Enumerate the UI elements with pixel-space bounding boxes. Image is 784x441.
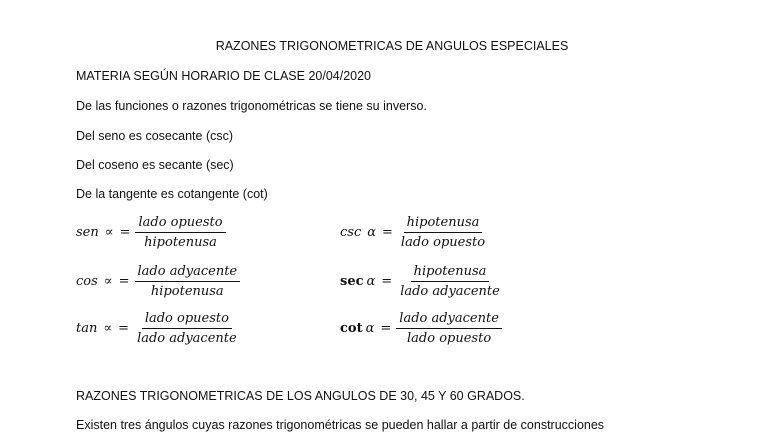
formula-csc-numerator: hipotenusa [404,214,483,233]
formula-cos [76,263,240,300]
line-tangente: De la tangente es cotangente (cot) [76,187,268,201]
formula-cos-eq: = [118,274,130,289]
formula-csc-eq: = [382,225,393,240]
formula-tan [76,310,240,347]
formula-cot-denominator: lado opuesto [407,331,492,346]
formula-tan-numerator: lado opuesto [142,310,232,329]
formula-sen-eq: = [119,225,131,240]
document-title: RAZONES TRIGONOMETRICAS DE ANGULOS ESPECIALES [215,39,569,53]
formula-cos-denominator: hipotenusa [150,284,224,299]
formula-csc-fraction [398,214,488,251]
intro-text: De las funciones o razones trigonométricas se tiene su inverso. [76,99,427,113]
formula-sen-fraction [135,214,225,251]
line-seno: Del seno es cosecante (csc) [76,129,234,143]
formula-csc-lhs [340,225,376,240]
formula-cot-fraction [396,310,502,347]
formula-sec-symbol: α [366,274,376,289]
formula-sec-fraction [397,263,503,300]
paragraph-text: Existen tres ángulos cuyas razones trigonométricas se pueden hallar a partir de construcciones [76,418,605,432]
document-subtitle: MATERIA SEGÚN HORARIO DE CLASE 20/04/2020 [76,69,372,83]
formula-cot [340,310,502,347]
line-coseno: Del coseno es secante (sec) [76,158,234,172]
formula-cos-symbol: ∝ [103,274,113,289]
formula-tan-symbol: ∝ [103,321,113,336]
formula-csc-denominator: lado opuesto [400,235,486,250]
formula-csc-fn: csc [340,225,362,240]
formula-tan-denominator: lado adyacente [137,331,237,346]
formula-sen-fn: sen [76,225,99,240]
formula-tan-lhs [76,321,112,336]
formula-tan-eq: = [118,321,130,336]
formula-cot-eq: = [380,321,392,336]
formula-cos-fraction [135,263,241,300]
formula-sec-fn: sec [340,274,364,289]
formula-cos-lhs [76,274,113,289]
formula-cot-lhs [340,321,374,336]
formula-csc [340,214,488,251]
formula-cos-fn: cos [76,274,98,289]
formula-cot-symbol: α [365,321,375,336]
formula-sec [340,263,503,300]
formula-tan-fn: tan [76,321,98,336]
formula-sen-lhs [76,225,114,240]
formula-cot-numerator: lado adyacente [396,310,502,329]
formula-sen-denominator: hipotenusa [144,235,217,250]
formula-csc-symbol: α [367,225,377,240]
formula-sec-lhs [340,274,375,289]
formula-sec-numerator: hipotenusa [411,263,490,282]
formula-sen-symbol: ∝ [104,225,114,240]
section-heading: RAZONES TRIGONOMETRICAS DE LOS ANGULOS DE 30, 45 Y 60 GRADOS. [76,389,525,403]
formula-sec-denominator: lado adyacente [400,284,500,299]
formula-sen [76,214,226,251]
formula-sen-numerator: lado opuesto [135,214,225,233]
formula-cot-fn: cot [340,321,363,336]
formula-tan-fraction [134,310,240,347]
formula-cos-numerator: lado adyacente [135,263,241,282]
formula-sec-eq: = [381,274,393,289]
